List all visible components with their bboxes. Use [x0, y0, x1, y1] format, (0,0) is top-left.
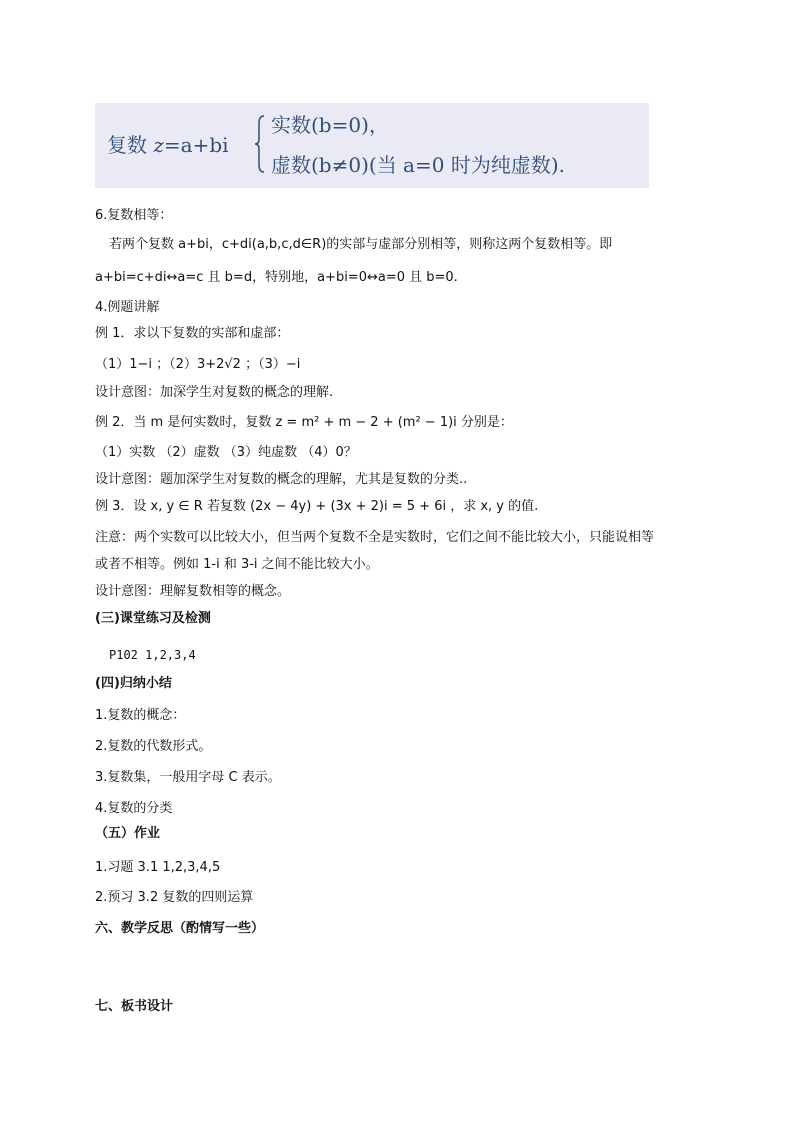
example-1-items: （1）1−i ；（2）3+2√2 ；（3）−i	[95, 357, 301, 372]
example-1-intent: 设计意图：加深学生对复数的概念的理解.	[95, 385, 334, 400]
board-design-heading: 七、板书设计	[95, 999, 174, 1014]
homework-heading: （五）作业	[95, 826, 161, 841]
brace-icon	[255, 115, 265, 173]
formula-eq-a: =a	[163, 133, 193, 157]
example-2: 例 2．当 m 是何实数时，复数 z = m² + m − 2 + (m² − 1)i 分别是：	[95, 415, 513, 430]
section-6-line-2: a+bi=c+di↔a=c 且 b=d，特别地，a+bi=0↔a=0 且 b=0.	[95, 270, 458, 285]
summary-item: 1.复数的概念：	[95, 708, 186, 723]
summary-item: 4.复数的分类	[95, 801, 173, 816]
homework-item: 1.习题 3.1 1,2,3,4,5	[95, 860, 221, 875]
formula-image	[95, 103, 649, 188]
practice-heading: (三)课堂练习及检测	[95, 611, 211, 626]
note-line-1: 注意：两个实数可以比较大小，但当两个复数不全是实数时，它们之间不能比较大小，只能说相等	[95, 530, 655, 545]
example-2-items: （1）实数 （2）虚数 （3）纯虚数 （4）0？	[95, 445, 357, 460]
section-6-line-1: 若两个复数 a+bi，c+di(a,b,c,d∈R)的实部与虚部分别相等，则称这两个复数相等。即	[109, 237, 613, 252]
note-line-2: 或者不相等。例如 1-i 和 3-i 之间不能比较大小。	[95, 557, 379, 572]
formula-case-imaginary: 虚数(b≠0)(当 a=0 时为纯虚数).	[271, 153, 565, 177]
formula-prefix: 复数	[107, 133, 154, 157]
example-3-intent: 设计意图：理解复数相等的概念。	[95, 584, 291, 599]
practice-content: P102 1,2,3,4	[109, 648, 196, 662]
example-3: 例 3．设 x, y ∈ R 若复数 (2x − 4y) + (3x + 2)i = 5 + 6i ，求 x, y 的值.	[95, 499, 539, 514]
summary-heading: (四)归纳小结	[95, 676, 172, 691]
examples-heading: 4.例题讲解	[95, 300, 160, 315]
example-1: 例 1．求以下复数的实部和虚部：	[95, 326, 290, 341]
formula-definition	[107, 133, 229, 157]
homework-item: 2.预习 3.2 复数的四则运算	[95, 890, 254, 905]
example-2-intent: 设计意图：题加深学生对复数的概念的理解，尤其是复数的分类..	[95, 472, 468, 487]
formula-case-real: 实数(b=0)，	[271, 113, 389, 137]
formula-z: z	[153, 133, 164, 157]
reflection-heading: 六、教学反思（酌情写一些）	[95, 921, 265, 936]
section-6-heading: 6.复数相等：	[95, 208, 173, 223]
summary-item: 3.复数集，一般用字母 C 表示。	[95, 770, 281, 785]
summary-item: 2.复数的代数形式。	[95, 739, 212, 754]
formula-plus-b: +bi	[192, 133, 229, 157]
